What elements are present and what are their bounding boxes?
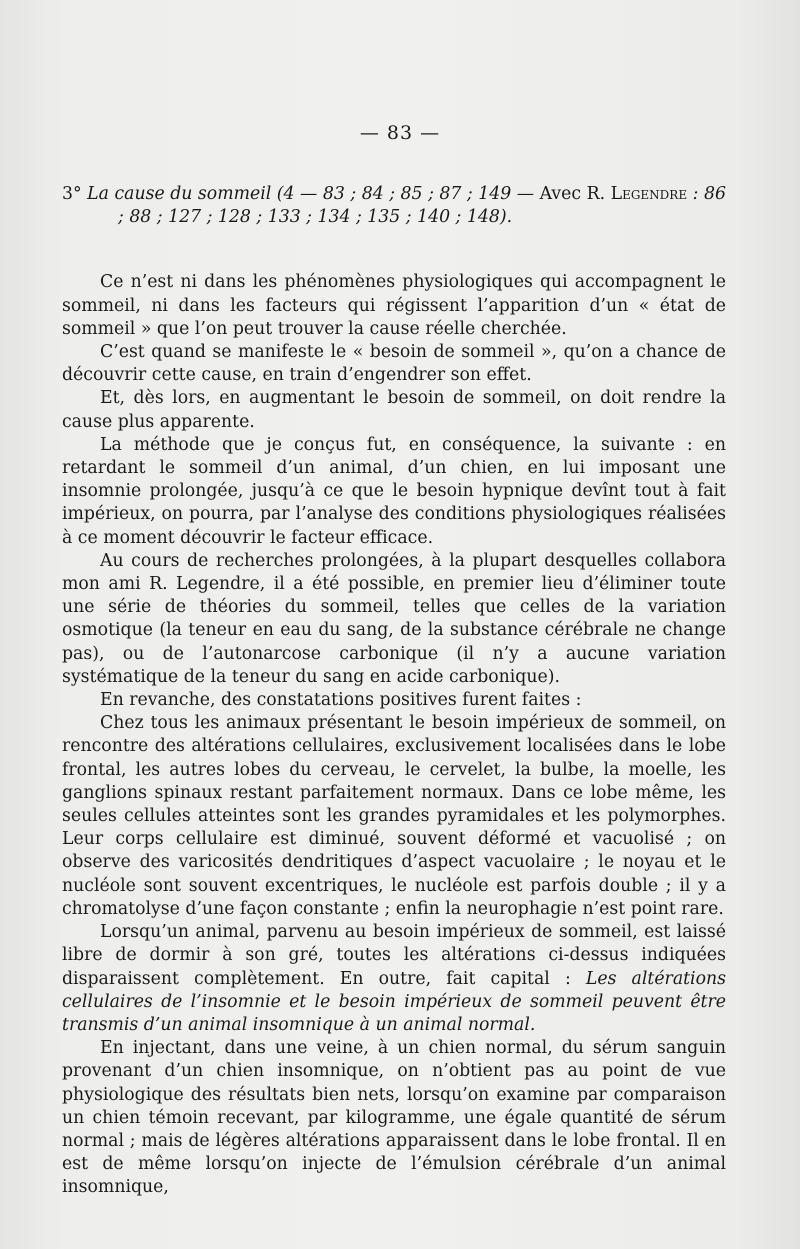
paragraph: En injectant, dans une veine, à un chien normal, du sérum sanguin provenant d’un chien insomnique, on n’obtient pas au point de vue physiologique des résultats bien nets, lorsqu’on examine par comparaison un chien témoin recevant, par kilogramme, une égale quantité de sérum normal ; mais de légères altérations apparaissent dans le lobe frontal. Il en est de même lorsqu’on injecte de l’émulsion cérébrale d’un animal insomnique, — [62, 1038, 726, 1198]
paragraph: Chez tous les animaux présentant le besoin impérieux de sommeil, on rencontre des altérations cellulaires, exclusivement localisées dans le lobe frontal, les autres lobes du cerveau, le cervelet, la bulbe, la moelle, les ganglions spinaux restant parfaitement normaux. Dans ce lobe même, les seules cellules atteintes sont les grandes pyramidales et les polymorphes. Leur corps cellulaire est diminué, souvent déformé et vacuolisé ; on observe des varicosités dendritiques d’aspect vacuolaire ; le noyau et le nucléole sont souvent excentriques, le nucléole est parfois double ; il y a chromatolyse d’une façon constante ; enfin la neurophagie n’est point rare. — [62, 713, 726, 919]
section-number: 3° — [62, 184, 82, 204]
coauthor-prefix: Avec R. — [539, 184, 611, 204]
paragraph-text: Lorsqu’un animal, parvenu au besoin impérieux de sommeil, est laissé libre de dormir à son gré, toutes les altérations ci-dessus indiquées disparaissent complètement. En outre, fait capital : — [62, 922, 726, 989]
section-gap — [62, 229, 726, 271]
paragraph: Au cours de recherches prolongées, à la plupart desquelles collabora mon ami R. Legendre, il a été possible, en premier lieu d’éliminer toute une série de théories du sommeil, telles que celles de la variation osmotique (la teneur en eau du sang, de la substance cérébrale ne change pas), ou de l’autonarcose carbonique (il n’y a aucune variation systématique de la teneur du sang en acide carbonique). — [62, 550, 726, 687]
paragraph: Ce n’est ni dans les phénomènes physiologiques qui accompagnent le sommeil, ni dans les facteurs qui régissent l’apparition d’un « état de sommeil » que l’on peut trouver la cause réelle cherchée. — [62, 272, 726, 339]
paragraph: En revanche, des constatations positives furent faites : — [100, 690, 582, 711]
emphasized-statement: Les altérations cellulaires de l’insomnie et le besoin impérieux de sommeil peuvent être transmis d’un animal insomnique à un animal normal. — [62, 968, 726, 1035]
paragraph-mixed — [62, 921, 726, 1037]
coauthor-name: Legendre — [610, 184, 688, 204]
reference-list-a: (4 — 83 ; 84 ; 85 ; 87 ; 149 — — [271, 184, 540, 204]
paragraph: C’est quand se manifeste le « besoin de sommeil », qu’on a chance de découvrir cette cause, en train d’engendrer son effet. — [62, 342, 726, 386]
section-reference — [62, 183, 726, 229]
reference-list-b: : 86 ; 88 ; 127 ; 128 ; 133 ; 134 ; 135 ; 140 ; 148). — [118, 184, 726, 228]
page-number: — 83 — — [359, 122, 441, 144]
paragraph: Et, dès lors, en augmentant le besoin de sommeil, on doit rendre la cause plus apparente. — [62, 388, 726, 432]
section-title: La cause du sommeil — [87, 184, 272, 204]
paragraph: La méthode que je conçus fut, en conséquence, la suivante : en retardant le sommeil d’un animal, d’un chien, en lui imposant une insomnie prolongée, jusqu’à ce que le besoin hypnique devînt tout à fait impérieux, on pourra, par l’analyse des conditions physiologiques réalisées à ce moment découvrir le facteur efficace. — [62, 434, 726, 548]
page-content — [62, 183, 726, 1200]
